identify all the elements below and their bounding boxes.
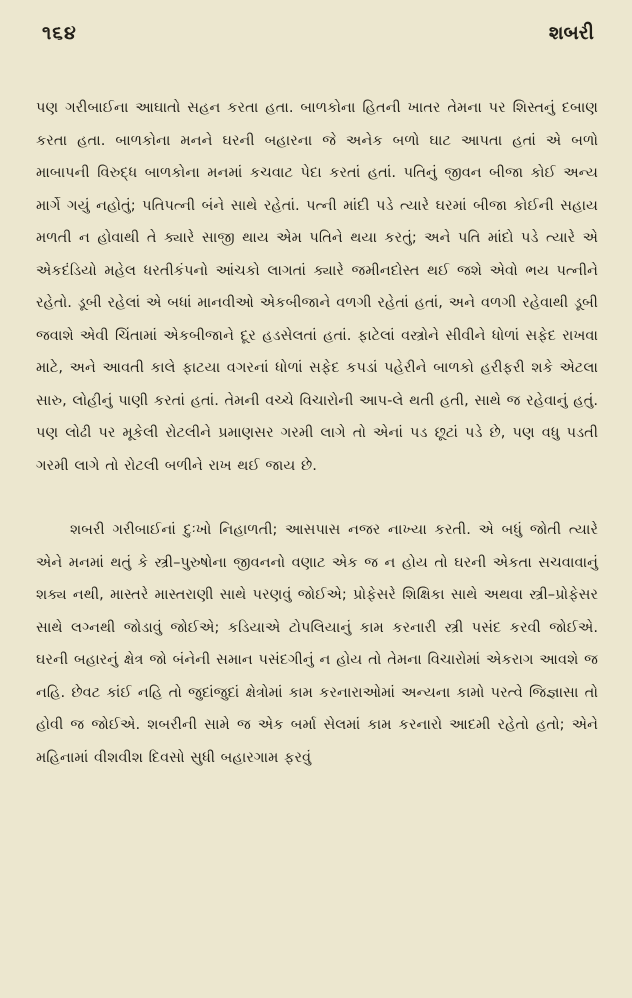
page-header (36, 22, 598, 68)
paragraph: શબરી ગરીબાઈનાં દુઃખો નિહાળતી; આસપાસ નજર નાખ્યા કરતી. એ બધું જોતી ત્યારે એને મનમાં થતું કે સ્ત્રી–પુરુષોના જીવનનો વણાટ એક જ ન હોય તો ઘરની એકતા સચવાવાનું શક્ય નથી, માસ્તરે માસ્તરાણી સાથે પરણવું જોઈએ; પ્રોફેસરે શિક્ષિકા સાથે અથવા સ્ત્રી–પ્રોફેસર સાથે લગ્નથી જોડાવું જોઈએ; કડિયાએ ટોપલિયાનું કામ કરનારી સ્ત્રી પસંદ કરવી જોઈએ. ઘરની બહારનું ક્ષેત્ર જો બંનેની સમાન પસંદગીનું ન હોય તો તેમના વિચારોમાં એકરાગ આવશે જ નહિ. છેવટ કાંઈ નહિ તો જુદાંજુદાં ક્ષેત્રોમાં કામ કરનારાઓમાં અન્યના કામો પરત્વે જિજ્ઞાસા તો હોવી જ જોઈએ. શબરીની સામે જ એક બર્મા સેલમાં કામ કરનારો આદમી રહેતો હતો; એને મહિનામાં વીશવીશ દિવસો સુધી બહારગામ ફરવું (36, 521, 598, 766)
paragraph: પણ ગરીબાઈના આઘાતો સહન કરતા હતા. બાળકોના હિતની ખાતર તેમના પર શિસ્તનું દબાણ કરતા હતા. બાળકોના મનને ઘરની બહારના જે અનેક બળો ઘાટ આપતા હતાં એ બળો માબાપની વિરુદ્ધ બાળકોના મનમાં કચવાટ પેદા કરતાં હતાં. પતિનું જીવન બીજા કોઈ અન્ય માર્ગે ગયું નહોતું; પતિપત્ની બંને સાથે રહેતાં. પત્ની માંદી પડે ત્યારે ઘરમાં બીજા કોઈની સહાય મળતી ન હોવાથી તે ક્યારે સાજી થાય એમ પતિને થયા કરતું; અને પતિ માંદો પડે ત્યારે એ એકદંડિયો મહેલ ધરતીકંપનો આંચકો લાગતાં ક્યારે જમીનદોસ્ત થઈ જશે એવો ભય પત્નીને રહેતો. ડૂબી રહેલાં એ બધાં માનવીઓ એકબીજાને વળગી રહેતાં હતાં, અને વળગી રહેવાથી ડૂબી જવાશે એવી ચિંતામાં એકબીજાને દૂર હડસેલતાં હતાં. ફાટેલાં વસ્ત્રોને સીવીને ધોળાં સફેદ રાખવા માટે, અને આવતી કાલે ફાટયા વગરનાં ધોળાં સફેદ કપડાં પહેરીને બાળકો હરીફરી શકે એટલા સારુ, લોહીનું પાણી કરતાં હતાં. તેમની વચ્ચે વિચારોની આપ-લે થતી હતી, સાથે જ રહેવાનું હતું. પણ લોઢી પર મૂકેલી રોટલીને પ્રમાણસર ગરમી લાગે તો એનાં પડ છૂટાં પડે છે, પણ વધુ પડતી ગરમી લાગે તો રોટલી બળીને રાખ થઈ જાય છે. (36, 99, 598, 474)
body-text (36, 92, 598, 774)
running-title: શબરી (548, 22, 594, 44)
page-number: ૧૬૪ (42, 22, 77, 44)
